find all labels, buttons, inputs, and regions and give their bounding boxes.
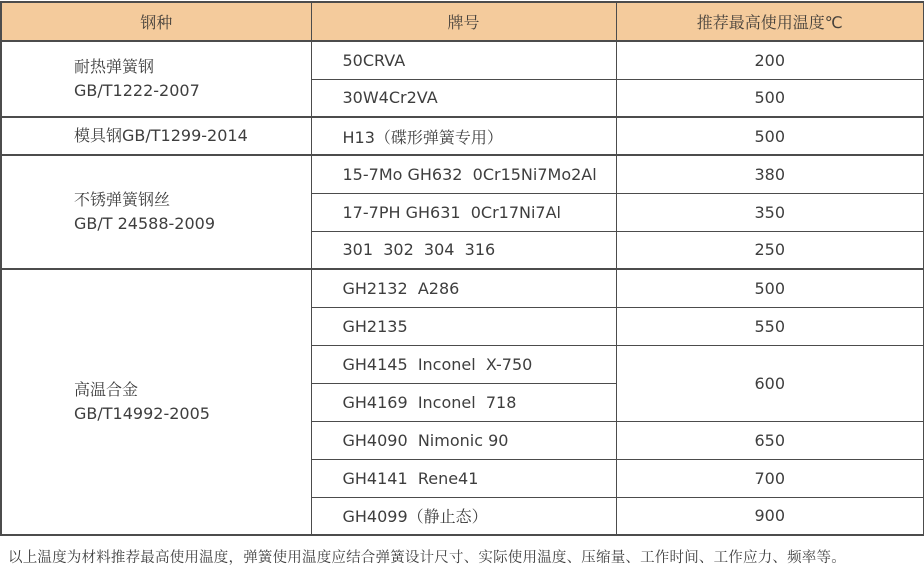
table-row (1, 117, 924, 155)
header-max-temp: 推荐最高使用温度℃ (616, 2, 924, 41)
header-row (1, 2, 924, 41)
temp-cell: 350 (616, 193, 924, 231)
temp-cell: 650 (616, 421, 924, 459)
steel-type-name: 高温合金 (74, 380, 139, 399)
header-grade: 牌号 (311, 2, 616, 41)
table-row (1, 269, 924, 307)
steel-type-cell (1, 117, 311, 155)
grade-cell: 17-7PH GH631 0Cr17Ni7Al (311, 193, 616, 231)
temp-cell: 380 (616, 155, 924, 193)
temp-cell: 500 (616, 269, 924, 307)
grade-cell: 50CRVA (311, 41, 616, 79)
steel-type-standard: GB/T1222-2007 (74, 81, 200, 100)
temp-cell: 700 (616, 459, 924, 497)
grade-cell: GH4090 Nimonic 90 (311, 421, 616, 459)
grade-cell: GH2132 A286 (311, 269, 616, 307)
table-row (1, 41, 924, 79)
grade-cell: GH4099（静止态） (311, 497, 616, 535)
temp-cell: 250 (616, 231, 924, 269)
grade-cell: 301 302 304 316 (311, 231, 616, 269)
steel-type-name: 不锈弹簧钢丝 (74, 190, 171, 209)
temp-cell-merged: 600 (616, 345, 924, 421)
grade-cell: H13（碟形弹簧专用） (311, 117, 616, 155)
steel-type-cell (1, 41, 311, 117)
steel-type-name: 耐热弹簧钢 (74, 57, 155, 76)
temp-cell: 500 (616, 79, 924, 117)
table-body (1, 41, 924, 535)
steel-type-name: 模具钢GB/T1299-2014 (74, 126, 248, 145)
steel-type-cell (1, 155, 311, 269)
steel-type-cell (1, 269, 311, 535)
temp-cell: 200 (616, 41, 924, 79)
temp-cell: 500 (616, 117, 924, 155)
header-steel-type: 钢种 (1, 2, 311, 41)
footnote-text: 以上温度为材料推荐最高使用温度，弹簧使用温度应结合弹簧设计尺寸、实际使用温度、压缩量、工作时间、工作应力、频率等。 (8, 550, 846, 566)
steel-type-standard: GB/T14992-2005 (74, 404, 210, 423)
grade-cell: GH4145 Inconel X-750 (311, 345, 616, 383)
material-temperature-table (0, 1, 924, 536)
steel-type-standard: GB/T 24588-2009 (74, 214, 216, 233)
grade-cell: GH4141 Rene41 (311, 459, 616, 497)
grade-cell: 15-7Mo GH632 0Cr15Ni7Mo2Al (311, 155, 616, 193)
grade-cell: GH2135 (311, 307, 616, 345)
table-header (1, 2, 924, 41)
table-row (1, 155, 924, 193)
temp-cell: 900 (616, 497, 924, 535)
grade-cell: 30W4Cr2VA (311, 79, 616, 117)
grade-cell: GH4169 Inconel 718 (311, 383, 616, 421)
temp-cell: 550 (616, 307, 924, 345)
